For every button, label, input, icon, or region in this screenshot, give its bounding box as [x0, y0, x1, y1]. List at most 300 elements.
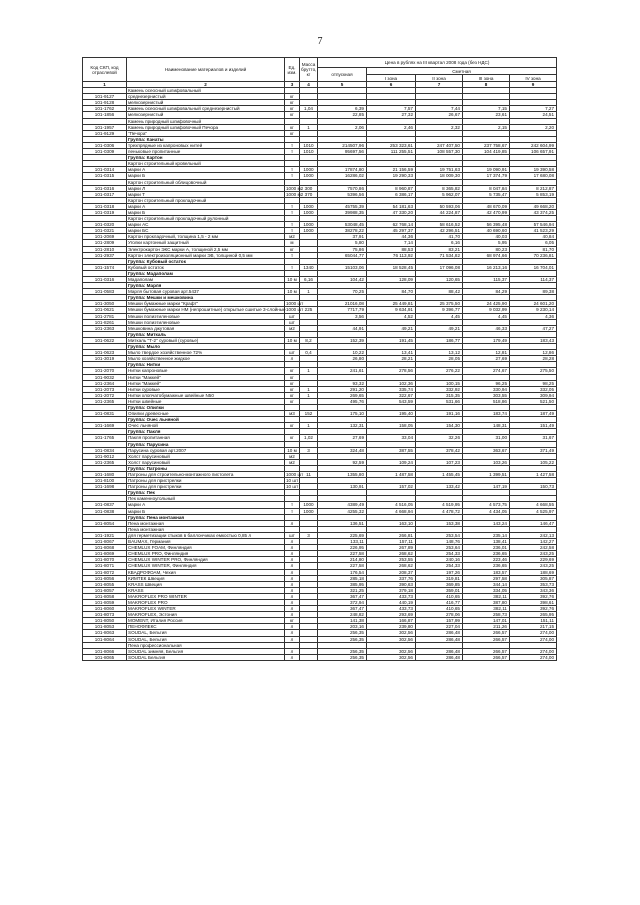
item-unit: л: [285, 551, 300, 557]
header-price-group: Цена в рублях на III квартал 2008 года (без НДС): [318, 58, 557, 68]
item-unit: т: [285, 203, 300, 209]
item-unit: т: [285, 222, 300, 228]
price-zone-2: 286,48: [416, 636, 463, 642]
item-unit: 1000 шт: [286, 301, 304, 307]
price-zone-3: 56 395,48: [463, 222, 510, 228]
price-release: 4255,32: [318, 508, 367, 514]
item-unit: л: [285, 557, 300, 563]
price-zone-2: 276,22: [416, 368, 463, 374]
price-zone-4: 392,76: [510, 606, 557, 612]
price-zone-1: 387,55: [367, 447, 416, 453]
price-release: 285,18: [318, 575, 367, 581]
item-unit: м2: [285, 459, 300, 465]
item-name: марки Б: [127, 173, 285, 179]
item-name: CHEMLUX WINTER PRO, Финляндия: [127, 557, 285, 563]
item-code: 101-0319: [83, 209, 127, 215]
price-zone-1: 54 181,63: [367, 203, 416, 209]
header-zone-1: I зона: [367, 75, 416, 82]
price-release: 225,69: [318, 532, 367, 538]
item-mass: 1000: [300, 167, 318, 173]
price-zone-1: 253,55: [367, 557, 416, 563]
price-zone-3: 138,41: [463, 539, 510, 545]
price-zone-4: 392,76: [510, 593, 557, 599]
item-unit: кг: [285, 94, 300, 100]
item-name: Кубовый остаток: [127, 264, 285, 270]
price-release: 495,76: [318, 398, 367, 404]
item-code: 101-2363: [83, 325, 127, 331]
price-release: 152,39: [318, 337, 367, 343]
item-code: 101-2781: [83, 313, 127, 319]
item-name: Группа: Очес льняной: [127, 417, 285, 423]
item-unit: кг: [285, 112, 300, 118]
item-name: Патроны для пристрелки: [127, 484, 285, 490]
item-name: Очес льняной: [127, 423, 285, 429]
item-unit: 1000 шт: [286, 307, 304, 313]
price-zone-4: 47,27: [510, 325, 557, 331]
item-name: Группа: Марля: [127, 283, 285, 289]
item-unit: кг: [285, 374, 300, 380]
header-zone-4: IV зона: [510, 75, 557, 82]
header-unit: Ед. изм.: [285, 58, 300, 82]
item-name: SOUDAL зимняя, Бельгия: [127, 648, 285, 654]
item-name: Мадаполам: [127, 277, 285, 283]
price-zone-1: 433,73: [367, 593, 416, 599]
item-code: 101-1957: [83, 124, 127, 130]
price-release: 367,47: [318, 593, 367, 599]
item-unit: л: [285, 593, 300, 599]
price-zone-2: 410,65: [416, 606, 463, 612]
item-name: Марля бытовая суровая арт.5437: [127, 289, 285, 295]
item-name: CHEMLUX PRO, Финляндия: [127, 551, 285, 557]
item-code: 101-8057: [83, 587, 127, 593]
price-zone-3: 9 032,99: [463, 307, 510, 313]
item-name: марки Л: [127, 185, 285, 191]
price-zone-3: 237 758,67: [463, 142, 510, 148]
item-name: Опилки древесные: [127, 411, 285, 417]
price-zone-2: 410,65: [416, 593, 463, 599]
price-zone-2: 5 962,07: [416, 191, 463, 197]
price-zone-1: 49,21: [367, 325, 416, 331]
price-zone-2: 191,16: [416, 411, 463, 417]
price-zone-4: 9 230,14: [510, 307, 557, 313]
price-zone-1: 44,36: [367, 234, 416, 240]
price-zone-1: 28,21: [367, 356, 416, 362]
price-release: 10,22: [318, 350, 367, 356]
price-zone-1: 302,56: [367, 654, 416, 660]
item-code: 101-0316: [83, 277, 127, 283]
item-name: SOUDAL Бельгия: [127, 654, 285, 660]
price-zone-2: 227,04: [416, 624, 463, 630]
price-zone-3: 235,14: [463, 532, 510, 538]
item-name: Группа: Миткаль: [127, 331, 285, 337]
item-unit: л: [285, 520, 300, 526]
price-release: 26,80: [318, 356, 367, 362]
price-zone-1: 302,56: [367, 636, 416, 642]
item-name: "Печора": [127, 130, 285, 136]
price-zone-4: 17 680,08: [510, 173, 557, 179]
item-unit: 1000 шт: [286, 472, 304, 477]
col-number: 9: [510, 82, 557, 88]
item-unit: м2: [285, 453, 300, 459]
price-zone-4: 41 523,29: [510, 228, 557, 234]
price-release: 27,69: [318, 435, 367, 441]
item-name: Группа: Опилки: [127, 404, 285, 410]
item-name: Нитки суровые: [127, 386, 285, 392]
item-mass: 1,04: [300, 106, 318, 112]
item-name: Группа: Пакля: [127, 429, 285, 435]
item-name: CHEMLUX WINTER, Финляндия: [127, 563, 285, 569]
item-code: 101-0314: [83, 167, 127, 173]
header-release: отпускная: [318, 68, 367, 82]
price-zone-2: 107,23: [416, 459, 463, 465]
item-code: 101-8054: [83, 520, 127, 526]
price-zone-3: 48 670,09: [463, 203, 510, 209]
price-zone-2: 108 557,30: [416, 149, 463, 155]
price-zone-2: 315,35: [416, 392, 463, 398]
price-zone-2: 133,42: [416, 484, 463, 490]
price-zone-4: 521,50: [510, 398, 557, 404]
price-zone-3: 143,24: [463, 520, 510, 526]
price-zone-4: 274,00: [510, 654, 557, 660]
item-unit: 10 м: [285, 337, 300, 343]
price-zone-4: 146,47: [510, 520, 557, 526]
item-unit: кг: [285, 130, 300, 136]
price-zone-3: 46,33: [463, 325, 510, 331]
price-zone-3: 40 690,60: [463, 228, 510, 234]
item-unit: м3: [285, 411, 300, 417]
item-code: 101-8058: [83, 593, 127, 599]
price-zone-4: 105,22: [510, 459, 557, 465]
price-zone-4: 242,58: [510, 545, 557, 551]
price-zone-4: 371,49: [510, 447, 557, 453]
price-zone-2: 7,44: [416, 106, 463, 112]
item-code: 101-0621: [83, 307, 127, 313]
price-zone-2: 71 534,82: [416, 252, 463, 258]
price-zone-2: 4 478,72: [416, 508, 463, 514]
price-zone-3: 17 374,79: [463, 173, 510, 179]
price-zone-3: 236,65: [463, 551, 510, 557]
price-zone-4: 265,95: [510, 612, 557, 618]
item-name: Мешки бумажные марки "Крафт": [127, 301, 285, 307]
price-zone-3: 297,58: [463, 575, 510, 581]
price-zone-2: 17 096,08: [416, 264, 463, 270]
item-name: Пена монтажная: [127, 520, 285, 526]
price-zone-2: 240,16: [416, 557, 463, 563]
price-release: 385,95: [318, 581, 367, 587]
item-code: 101-8067: [83, 539, 127, 545]
item-code: 101-0834: [83, 447, 127, 453]
price-zone-3: 223,46: [463, 557, 510, 563]
price-release: 7717,79: [318, 307, 367, 313]
item-code: 101-8059: [83, 599, 127, 605]
price-zone-4: 309,94: [510, 392, 557, 398]
item-name: Пена монтажная: [127, 526, 285, 532]
item-unit: л: [285, 587, 300, 593]
price-zone-1: 109,24: [367, 459, 416, 465]
price-zone-3: 80,23: [463, 246, 510, 252]
item-mass: 1: [300, 423, 318, 429]
item-name: MAKROFLEX, Эстония: [127, 612, 285, 618]
item-name: марки Б: [127, 508, 285, 514]
item-unit: л: [285, 545, 300, 551]
price-zone-2: 26,67: [416, 112, 463, 118]
col-number: 8: [463, 82, 510, 88]
item-name: Нитки капроновые: [127, 368, 285, 374]
header-zone-3: III зона: [463, 75, 510, 82]
item-code: 101-1762: [83, 106, 127, 112]
header-code: Код СКП, код отраслевой: [83, 58, 127, 82]
price-release: 130,91: [318, 484, 367, 490]
price-zone-2: 319,81: [416, 575, 463, 581]
price-release: 1355,80: [318, 472, 367, 478]
table-body: [83, 88, 557, 661]
price-zone-4: 4 668,55: [510, 502, 557, 508]
price-release: 256,35: [318, 654, 367, 660]
price-zone-3: 266,57: [463, 648, 510, 654]
item-name: среднезернистый: [127, 94, 285, 100]
item-mass: 11: [300, 472, 318, 478]
item-code: 101-0831: [83, 411, 127, 417]
item-code: 101-2070: [83, 368, 127, 374]
price-zone-1: 102,36: [367, 380, 416, 386]
price-zone-4: 81,70: [510, 246, 557, 252]
item-code: 101-3050: [83, 301, 127, 307]
price-zone-3: 183,74: [463, 411, 510, 417]
price-release: 324,48: [318, 447, 367, 453]
price-zone-3: 8 047,84: [463, 185, 510, 191]
item-name: Уголки картонный защитный: [127, 240, 285, 246]
price-zone-1: 278,56: [367, 368, 416, 374]
price-zone-1: 128,09: [367, 277, 416, 283]
item-unit: шт: [285, 350, 300, 356]
item-name: Нитки швейные: [127, 398, 285, 404]
header-estimated: Сметная: [367, 68, 557, 75]
item-code: 101-9012: [83, 453, 127, 459]
price-zone-4: 43 374,25: [510, 209, 557, 215]
item-name: Парусина суровая арт.2007: [127, 447, 285, 453]
item-unit: м: [285, 240, 300, 246]
table-header: [83, 58, 557, 88]
item-name: BAUMAX, Германия: [127, 539, 285, 545]
item-unit: т: [285, 502, 300, 508]
price-zone-1: 7,14: [367, 240, 416, 246]
price-zone-3: 344,14: [463, 581, 510, 587]
price-zone-3: 211,26: [463, 624, 510, 630]
item-name: Группа: Картон: [127, 155, 285, 161]
price-zone-2: 120,65: [416, 277, 463, 283]
price-zone-1: 157,02: [367, 484, 416, 490]
item-mass: 370: [300, 191, 318, 197]
item-name: КИМТЕК Швеция: [127, 575, 285, 581]
price-release: 2,06: [318, 124, 367, 130]
price-zone-1: 302,56: [367, 630, 416, 636]
price-zone-4: 4,36: [510, 313, 557, 319]
item-code: 101-8050: [83, 618, 127, 624]
item-code: 101-8072: [83, 569, 127, 575]
price-zone-2: 1 455,45: [416, 472, 463, 478]
item-unit: шт: [285, 313, 300, 319]
price-zone-2: 153,38: [416, 520, 463, 526]
item-name: Мешки бумажные марки НМ (непрошитные) открытые сшитые 3-слойные: [128, 307, 286, 313]
item-name: Группа: Мадаполам: [127, 270, 285, 276]
item-name: Картон электроизоляционный марки ЭВ, толщиной 0,5 мм: [127, 252, 285, 258]
item-name: трехпрядные из капроновых нитей: [127, 142, 285, 148]
item-name: пеньковые пропитанные: [127, 149, 285, 155]
price-zone-3: 12,81: [463, 350, 510, 356]
price-zone-4: 2,20: [510, 124, 557, 130]
price-zone-1: 111 255,51: [367, 149, 416, 155]
col-number: 3: [285, 82, 300, 88]
item-unit: т: [285, 209, 300, 215]
item-unit: кг: [285, 423, 300, 429]
price-release: 175,10: [318, 411, 367, 417]
price-zone-2: 332,92: [416, 386, 463, 392]
price-release: 92,59: [318, 459, 367, 465]
item-mass: 1000: [300, 203, 318, 209]
item-mass: 225: [300, 307, 318, 313]
price-zone-2: 253,54: [416, 532, 463, 538]
price-zone-1: 166,87: [367, 618, 416, 624]
item-name: Группа: Пена монтажная: [127, 514, 285, 520]
price-zone-4: 24,51: [510, 112, 557, 118]
price-release: 269,65: [318, 392, 367, 398]
item-mass: 1340: [300, 264, 318, 270]
price-release: 214507,96: [318, 142, 367, 148]
item-code: 101-1669: [83, 423, 127, 429]
price-release: 203,16: [318, 624, 367, 630]
price-zone-3: 258,73: [463, 612, 510, 618]
item-name: Нитки хлопчатобумажные швейные N50: [127, 392, 285, 398]
item-unit: 10 шт: [286, 484, 299, 490]
item-code: 101-2809: [83, 240, 127, 246]
item-code: 101-2365: [83, 398, 127, 404]
price-zone-3: 40,03: [463, 234, 510, 240]
price-zone-3: 266,57: [463, 630, 510, 636]
price-zone-4: 343,36: [510, 587, 557, 593]
item-unit: 1000 м2: [286, 191, 304, 197]
price-release: 227,58: [318, 551, 367, 557]
item-code: 101-0583: [83, 289, 127, 295]
item-code: 101-8073: [83, 612, 127, 618]
item-unit: кг: [285, 124, 300, 130]
price-zone-1: 268,62: [367, 551, 416, 557]
price-zone-2: 25 375,50: [416, 301, 463, 307]
item-name: КВАДРОФОАМ, Чехия: [127, 569, 285, 575]
price-zone-3: 104 419,85: [463, 149, 510, 155]
price-release: 7570,86: [318, 185, 367, 191]
item-unit: л: [285, 630, 300, 636]
price-release: 93,32: [318, 380, 367, 386]
item-name: MAKROFLEX WINTER: [127, 606, 285, 612]
item-code: 101-1574: [83, 264, 127, 270]
price-zone-2: 154,30: [416, 423, 463, 429]
price-zone-4: 151,11: [510, 618, 557, 624]
col-number: 4: [300, 82, 318, 88]
price-zone-1: 7,57: [367, 106, 416, 112]
item-name: Картон строительный прокладочный: [127, 197, 285, 203]
price-zone-4: 28,28: [510, 356, 557, 362]
price-zone-4: 183,43: [510, 337, 557, 343]
price-zone-2: 286,48: [416, 648, 463, 654]
price-zone-1: 239,80: [367, 624, 416, 630]
price-zone-1: 195,40: [367, 411, 416, 417]
item-code: 101-8063: [83, 630, 127, 636]
price-zone-4: 114,37: [510, 277, 557, 283]
price-zone-1: 2,46: [367, 124, 416, 130]
price-zone-2: 254,33: [416, 551, 463, 557]
item-code: 101-8064: [83, 636, 127, 642]
price-release: 21016,08: [318, 301, 367, 307]
price-zone-2: 100,15: [416, 380, 463, 386]
item-unit: кг: [285, 618, 300, 624]
price-zone-2: 286,48: [416, 654, 463, 660]
item-code: 101-8053: [83, 624, 127, 630]
price-zone-4: 57 546,94: [510, 222, 557, 228]
price-zone-3: 147,19: [463, 484, 510, 490]
col-number: 2: [127, 82, 285, 88]
price-release: 291,20: [318, 386, 367, 392]
price-zone-1: 335,74: [367, 386, 416, 392]
price-zone-4: 142,27: [510, 539, 557, 545]
price-release: 176,54: [318, 569, 367, 575]
price-zone-3: 42 470,99: [463, 209, 510, 215]
item-code: 101-0315: [83, 173, 127, 179]
price-zone-1: 4 668,94: [367, 508, 416, 514]
item-code: 101-0316: [83, 185, 127, 191]
price-zone-3: 23,61: [463, 112, 510, 118]
item-unit: л: [285, 606, 300, 612]
item-code: 101-8065: [83, 654, 127, 660]
item-name: мелкозернистый: [127, 100, 285, 106]
price-zone-4: 8 212,87: [510, 185, 557, 191]
price-zone-4: 151,49: [510, 423, 557, 429]
price-zone-3: 236,65: [463, 563, 510, 569]
price-zone-2: 28,05: [416, 356, 463, 362]
price-zone-3: 96,25: [463, 380, 510, 386]
price-zone-1: 440,19: [367, 599, 416, 605]
item-name: Мыло хозяйственное жидкое: [127, 356, 285, 362]
item-unit: 1000 м2: [286, 185, 304, 191]
price-release: 248,82: [318, 612, 367, 618]
item-name: Картон строительный прокладочный рулонный: [127, 216, 285, 222]
item-name: марки АС: [127, 222, 285, 228]
price-release: 16286,02: [318, 173, 367, 179]
price-zone-4: 187,49: [510, 411, 557, 417]
price-zone-2: 4,45: [416, 313, 463, 319]
price-zone-1: 84,70: [367, 289, 416, 295]
item-name: Нитки "Маккей": [127, 380, 285, 386]
price-release: 214,80: [318, 557, 367, 563]
item-name: Картон строительный облицовочный: [127, 179, 285, 185]
price-release: 65044,77: [318, 252, 367, 258]
item-name: для герметизации стыков в баллончиках емкостью 0,85 л: [127, 532, 285, 538]
price-zone-4: 106 657,91: [510, 149, 557, 155]
item-unit: кг: [285, 435, 300, 441]
price-zone-2: 254,33: [416, 563, 463, 569]
price-release: 22,85: [318, 112, 367, 118]
price-release: 367,47: [318, 606, 367, 612]
price-release: 6,39: [318, 106, 367, 112]
price-zone-1: 6 386,17: [367, 191, 416, 197]
price-zone-4: 243,25: [510, 563, 557, 569]
price-zone-4: 275,50: [510, 368, 557, 374]
price-zone-3: 148,31: [463, 423, 510, 429]
price-zone-4: 150,73: [510, 484, 557, 490]
price-zone-3: 147,01: [463, 618, 510, 624]
price-release: 45755,39: [318, 203, 367, 209]
item-name: марки А: [127, 167, 285, 173]
item-mass: 1000: [300, 502, 318, 508]
